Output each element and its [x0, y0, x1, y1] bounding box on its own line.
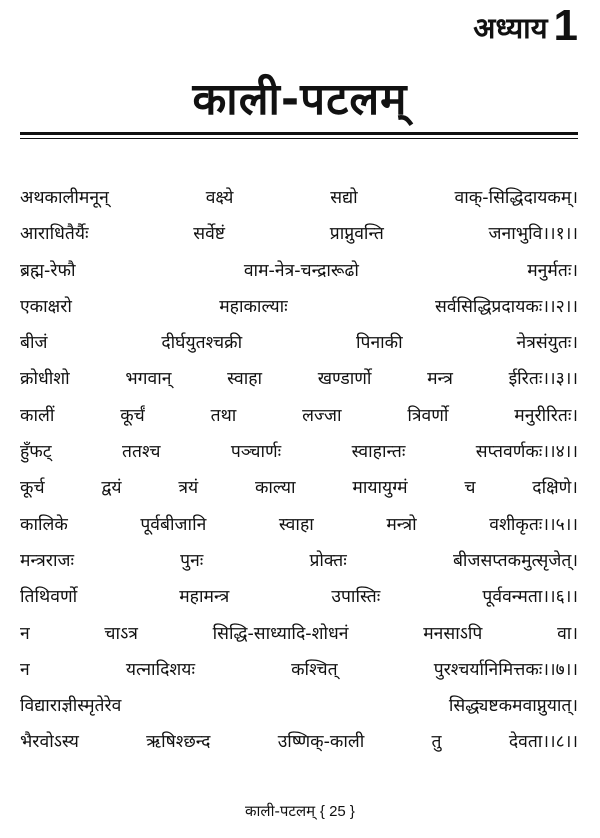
- verse-line: [20, 259, 578, 295]
- verse-word: पूर्ववन्मता।।६।।: [482, 587, 578, 608]
- verse-line: [20, 585, 578, 621]
- verse-line: [20, 295, 578, 331]
- verse-word: खण्डार्णो: [317, 369, 372, 390]
- verse-line: [20, 694, 578, 730]
- verse-word: कूर्च: [20, 478, 45, 499]
- verse-word: प्रोक्तः: [309, 550, 347, 571]
- verse-word: क्रोधीशो: [20, 369, 70, 390]
- verse-word: सिद्ध्यष्टकमवाप्नुयात्।: [448, 696, 578, 717]
- verse-word: मन्त्रो: [386, 514, 417, 535]
- verse-word: च: [464, 478, 476, 499]
- verse-word: ईरितः।।३।।: [508, 369, 578, 390]
- verse-word: उपास्तिः: [331, 587, 381, 608]
- verse-word: सद्यो: [330, 188, 358, 208]
- verse-word: दक्षिणे।: [532, 478, 578, 499]
- verse-word: सिद्धि-साध्यादि-शोधनं: [212, 623, 349, 644]
- verse-word: ब्रह्म-रेफौ: [20, 260, 76, 281]
- verse-word: काल्या: [254, 478, 296, 499]
- verse-word: नेत्रसंयुतः।: [516, 333, 578, 354]
- verse-word: ऋषिश्छन्द: [146, 732, 211, 753]
- verse-word: कूर्चं: [120, 405, 145, 426]
- verse-word: वाक्-सिद्धिदायकम्।: [454, 188, 578, 208]
- verse-word: स्वाहान्तः: [351, 442, 406, 463]
- verse-word: त्रयं: [178, 478, 199, 499]
- verse-line: [20, 730, 578, 766]
- verse-word: मन्त्रराजः: [20, 550, 75, 571]
- verse-word: एकाक्षरो: [20, 296, 72, 317]
- footer-label: काली-पटलम्: [245, 802, 316, 820]
- page-number: { 25 }: [319, 803, 355, 820]
- title-rule-thick: [20, 132, 578, 135]
- verse-line: [20, 549, 578, 585]
- verse-word: द्वयं: [101, 478, 122, 499]
- title-rule-thin: [20, 138, 578, 139]
- verse-line: [20, 440, 578, 476]
- chapter-number: 1: [553, 1, 578, 50]
- verse-line: [20, 622, 578, 658]
- verse-word: देवता।।८।।: [508, 732, 578, 753]
- verse-word: वा।: [557, 623, 578, 644]
- verse-word: उष्णिक्-काली: [277, 732, 365, 753]
- chapter-word: अध्याय: [473, 11, 548, 45]
- verse-word: सप्तवर्णकः।।४।।: [475, 442, 578, 463]
- verse-word: लज्जा: [302, 405, 342, 426]
- verse-word: मनुर्मतः।: [527, 260, 578, 281]
- verse-word: दीर्घयुतश्चक्री: [161, 333, 243, 354]
- verse-word: कश्चित्: [291, 659, 338, 680]
- verse-word: भैरवोऽस्य: [20, 732, 79, 753]
- verse-word: मनसाऽपि: [423, 623, 483, 644]
- verse-word: न: [20, 659, 30, 680]
- verse-word: त्रिवर्णो: [407, 405, 449, 426]
- verse-word: मायायुग्मं: [352, 478, 408, 499]
- verse-line: [20, 186, 578, 222]
- verse-word: वक्ष्ये: [205, 188, 234, 208]
- verse-word: यत्नादिशयः: [125, 659, 195, 680]
- verse-word: पिनाकी: [355, 333, 403, 354]
- verse-word: भगवान्: [125, 369, 172, 390]
- verse-block: [20, 186, 578, 767]
- verse-word: महामन्त्र: [179, 587, 230, 608]
- verse-word: अथकालीमनून्: [20, 188, 109, 208]
- verse-word: विद्याराज्ञीस्मृतेरेव: [20, 696, 122, 717]
- verse-word: वशीकृतः।।५।।: [489, 514, 578, 535]
- verse-word: पञ्चार्णः: [230, 442, 282, 463]
- page-title: काली-पटलम्: [192, 74, 408, 125]
- verse-word: मनुरीरितः।: [514, 405, 578, 426]
- verse-word: हुँफट्: [20, 442, 52, 463]
- verse-line: [20, 367, 578, 403]
- verse-line: [20, 404, 578, 440]
- verse-word: सर्वेष्टं: [193, 224, 226, 245]
- verse-word: बीजसप्तकमुत्सृजेत्।: [452, 550, 578, 571]
- verse-word: स्वाहा: [227, 369, 263, 390]
- verse-line: [20, 476, 578, 512]
- verse-word: वाम-नेत्र-चन्द्रारूढो: [243, 260, 359, 281]
- verse-word: तु: [431, 732, 442, 753]
- verse-word: चाऽत्र: [104, 623, 138, 644]
- verse-word: प्राप्नुवन्ति: [329, 224, 384, 245]
- verse-word: तिथिवर्णो: [20, 587, 78, 608]
- verse-word: स्वाहा: [278, 514, 314, 535]
- verse-word: महाकाल्याः: [219, 296, 288, 317]
- verse-line: [20, 222, 578, 258]
- verse-word: ततश्च: [122, 442, 161, 463]
- verse-word: न: [20, 623, 30, 644]
- verse-line: [20, 658, 578, 694]
- chapter-label: [473, 1, 578, 50]
- verse-word: पूर्वबीजानि: [140, 514, 207, 535]
- verse-line: [20, 331, 578, 367]
- verse-word: पुरश्चर्यानिमित्तकः।।७।।: [433, 659, 578, 680]
- verse-word: जनाभुवि।।१।।: [488, 224, 578, 245]
- verse-word: कालीं: [20, 405, 55, 426]
- verse-word: बीजं: [20, 333, 48, 354]
- verse-word: मन्त्र: [427, 369, 453, 390]
- verse-word: कालिके: [20, 514, 68, 535]
- verse-word: आराधितैर्यैः: [20, 224, 89, 245]
- verse-line: [20, 513, 578, 549]
- verse-word: पुनः: [180, 550, 204, 571]
- page-footer: [0, 800, 600, 823]
- verse-word: तथा: [210, 405, 237, 426]
- verse-word: सर्वसिद्धिप्रदायकः।।२।।: [435, 296, 578, 317]
